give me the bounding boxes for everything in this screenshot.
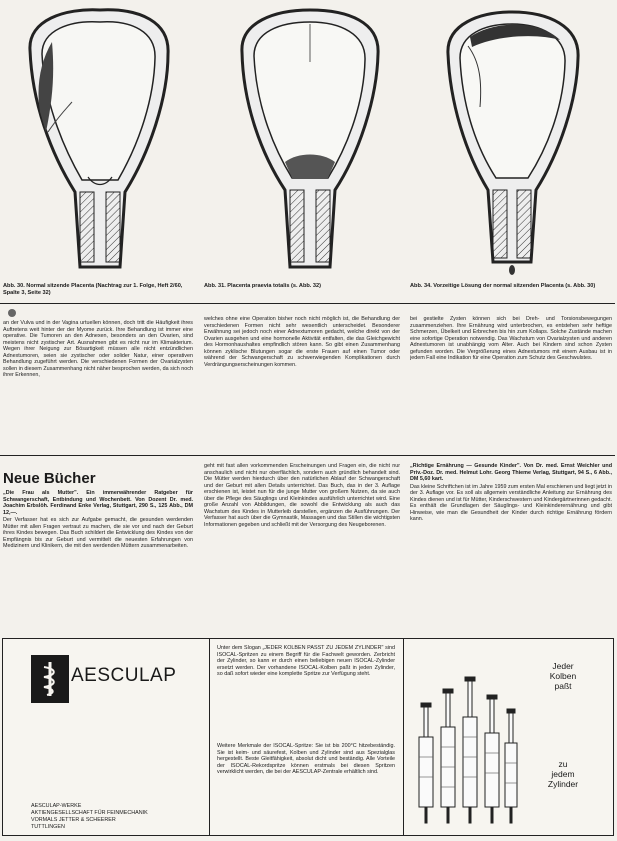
figure-caption-31: Abb. 31. Placenta praevia totalis (s. Abb. 32) — [204, 283, 321, 289]
book-title-2: „Richtige Ernährung — Gesunde Kinder". Von Dr. med. Ernst Weichler und Priv.-Doz. Dr. med. Helmut Lohr. Georg Thieme Verlag, Stuttgart, 94 S., 6 Abb., DM 5,60 kart. — [410, 463, 612, 482]
article-column-3: bei gestielte Zysten können sich bei Dreh- und Torsionsbewegungen zusammenziehen. Ihre Ernährung wird unterbrochen, es entstehen sehr heftige Schmerzen, Übelkeit und Erbrechen bis hin zum Kollaps. Solche Zustände machen eine sofortige Operation notwendig. Das Wachstum von Ovarialzysten und anderen Adnextumoren ist unabhängig vom Alter. Auch bei Kindern sind schon Zysten gefunden worden. Die Vergrößerung eines Adnextumors mit einem Ausbau ist in jedem Fall eine Indikation für eine Operation zum Schutz des Geschwulstes. — [410, 316, 612, 361]
company-line: TUTTLINGEN — [31, 824, 65, 830]
figure-row — [0, 0, 615, 278]
uterus-illustration-normal-placenta — [0, 2, 200, 277]
brand-name: AESCULAP — [71, 665, 177, 686]
figure-caption-30: Abb. 30. Normal sitzende Placenta (Nachtrag zur 1. Folge, Heft 2/60, Spalte 3, Seite 32) — [3, 283, 183, 296]
ad-divider — [403, 639, 404, 835]
ad-divider — [209, 639, 210, 835]
slogan-word: Zylinder — [547, 779, 579, 789]
aesculap-logo — [31, 655, 69, 703]
uterus-illustration-placenta-praevia — [210, 2, 410, 277]
book-review-1-continued: geht mit fast allen vorkommenden Erscheinungen und Fragen ein, die nicht nur anschaulich und nicht nur oberflächlich, sondern auch gründlich behandelt sind. Die Mütter werden hierdurch über den natürlichen Ablauf der Schwangerschaft und der Geburt mit allen Details unterrichtet. Das Buch, das in der 3. Auflage erschienen ist, leistet nun für die junge Mutter von großem Nutzen, da sie auch über die Pflege des Säuglings und Kleinkindes ausführlich unterrichtet wird. Eine große Anzahl von Abbildungen, die sowohl die Entwicklung als auch das Wachstum des Kindes in Mutterleib darstellen, ergänzen die Ausführungen. Der Verfasser hat auch über die Gymnastik, Massagen und das Stillen die wichtigsten Informationen gegeben und schließt mit der Versorgung des Neugeborenen. — [204, 463, 400, 528]
slogan-bottom — [523, 759, 603, 789]
company-line: AKTIENGESELLSCHAFT FÜR FEINMECHANIK — [31, 810, 148, 816]
aesculap-advertisement — [2, 638, 614, 836]
divider — [0, 455, 615, 456]
syringes-illustration — [411, 647, 521, 831]
punch-hole — [8, 309, 16, 317]
article-column-2: welches ohne eine Operation bisher noch nicht möglich ist, die Behandlung der verschiedenen Formen nicht sehr wesentlich unterscheidet. Besonderer Erwähnung sei jedoch noch einer Adnextumoren gedacht, welche direkt von der Ovarien ausgehen und eine hormonelle Aktivität entfalten, die das Gleichgewicht des Hormonhaushaltes empfindlich stören kann. So gibt einen Zusammenhang können zyklische Blutungen sogar die erste Frauen auf einen Tumor oder während der Schwangerschaft zu schwerwiegenden Komplikationen durch Verdrängungserscheinungen kommen. — [204, 316, 400, 368]
company-line: VORMALS JETTER & SCHEERER — [31, 817, 116, 823]
article-column-1: an der Vulva und in der Vagina urtuellen können, doch tritt die Häufigkeit ihres Auftretens weit hinter der der Myome zurück. Ihre Behandlung ist immer eine operative. Die Tumoren an den Adnexen, besonders an den Ovarien, sind meistens nicht zystischer Art. Ausnahmen gibt es nicht nur im Klimakterium. Wegen ihrer Neigung zur Bösartigkeit müssen alle nicht entzündlichen Adnextumoren, seien sie zystischer oder solider Natur, einer operativen Behandlung zugeführt werden. Die verschiedenen Formen der Ovarialzysten sollen in diesem Zusammenhang nicht näher besprochen werden, da sich noch ihrer Erkennen, — [3, 320, 193, 378]
slogan-word: zu — [558, 759, 568, 769]
company-line: AESCULAP-WERKE — [31, 803, 82, 809]
slogan-top — [523, 661, 603, 691]
company-address — [31, 803, 211, 831]
divider — [0, 303, 615, 304]
slogan-word: Kolben — [549, 671, 577, 681]
uterus-illustration-premature-separation — [410, 2, 615, 277]
slogan-word: jedem — [551, 769, 575, 779]
book-review-text: Das kleine Schriftchen ist im Jahre 1959 zum ersten Mal erschienen und liegt jetzt in der 3. Auflage vor. Es soll als allgemein verständliche Anleitung zur Ernährung des Kindes dienen und ist für Mütter, Kinderschwestern und Kindergärtnerinnen gedacht. Es enthält die Grundlagen der Säuglings- und Kleinkinderernährung und gibt Hinweise, wie man die Gesundheit der Kinder durch richtige Ernährung fördern kann. — [410, 483, 612, 522]
ad-text-2: Weitere Merkmale der ISOCAL-Spritze: Sie ist bis 200°C hitzebeständig. Sie ist keim- und säurefest, Kolben und Zylinder sind aus Spezialglas hergestellt. Beste Gleitfähigkeit, absolut dicht und beständig. Alle Vorteile der ISOCAL-Rekordspritze können erstmals bei diesen Spritzen verwirklicht werden, die bei der AESCULAP-Zentrale erhältlich sind. — [217, 743, 395, 775]
book-review-2 — [410, 463, 612, 625]
slogan-word: Jeder — [552, 661, 574, 671]
slogan-word: paßt — [554, 681, 572, 691]
book-review-text: Der Verfasser hat es sich zur Aufgabe gemacht, die gesunden werdenden Mütter mit allen Fragen vertraut zu machen, die sie vor und nach der Geburt ihres Kindes bewegen. Das Buch schildert die Entwicklung des Kindes von der Empfängnis bis zur Geburt und vermittelt die neuesten Erfahrungen von Medizinern und Klinikern, die mit den werdenden Müttern zusammenarbeiten. — [3, 517, 193, 549]
staff-of-asclepius-icon — [33, 657, 67, 701]
section-heading: Neue Bücher — [3, 470, 96, 487]
ad-text-1: Unter dem Slogan „JEDER KOLBEN PASST ZU JEDEM ZYLINDER" sind ISOCAL-Spritzen zu einem Begriff für die Fachwelt geworden. Zerbricht der Zylinder, so kann er durch einen beliebigen neuen ISOCAL-Zylinder ersetzt werden. Der vorhandene ISOCAL-Kolben paßt in jeden Zylinder, so daß sofort wieder eine komplette Spritze zur Verfügung steht. — [217, 645, 395, 677]
book-title-1: „Die Frau als Mutter". Ein immerwährender Ratgeber für Schwangerschaft, Entbindung und Wochenbett. Von Dozent Dr. med. Joachim Erbslöh. Ferdinand Enke Verlag, Stuttgart, 290 S., 125 Abb., DM 12,—. — [3, 490, 193, 516]
book-review-1 — [3, 490, 193, 625]
figure-caption-34: Abb. 34. Vorzeitige Lösung der normal sitzenden Placenta (s. Abb. 30) — [410, 283, 596, 289]
